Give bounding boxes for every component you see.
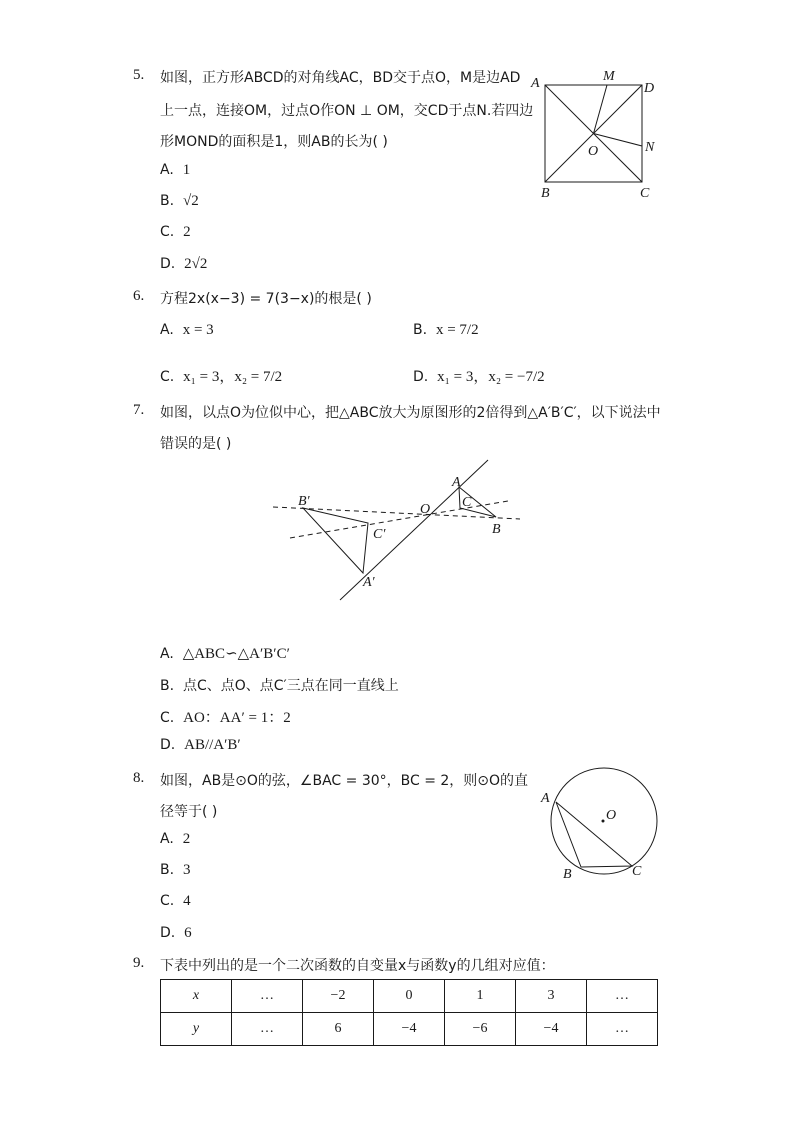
label-b-prime: B′	[298, 494, 310, 509]
table-cell: …	[587, 1013, 658, 1046]
center-point-o	[602, 820, 605, 823]
table-cell: −6	[445, 1013, 516, 1046]
label-c: C	[462, 495, 472, 510]
label-a: A	[452, 475, 461, 490]
triangle-abc	[556, 802, 632, 867]
q8-circle-figure	[535, 760, 670, 885]
label-d: D	[644, 81, 655, 96]
label-a: A	[531, 76, 540, 91]
table-row-y	[161, 1013, 658, 1046]
table-cell: x	[161, 980, 232, 1013]
q8-option-d[interactable]: D. 6	[160, 925, 192, 941]
q6-option-b[interactable]: B. x = 7/2	[413, 322, 479, 338]
label-b: B	[563, 867, 572, 882]
table-cell: −4	[516, 1013, 587, 1046]
q7-option-d[interactable]: D. AB//A′B′	[160, 737, 241, 753]
label-o: O	[420, 502, 431, 517]
q5-stem-line2: 上一点，连接OM，过点O作ON ⊥ OM，交CD于点N.若四边	[160, 103, 534, 119]
label-a: A	[541, 791, 550, 806]
table-cell: 6	[303, 1013, 374, 1046]
segment-on	[594, 134, 643, 147]
table-cell: −2	[303, 980, 374, 1013]
q8-option-c[interactable]: C. 4	[160, 893, 191, 909]
label-c: C	[632, 864, 642, 879]
q7-stem-line2: 错误的是( )	[160, 436, 232, 452]
q5-square-figure	[525, 65, 665, 205]
q9-stem: 下表中列出的是一个二次函数的自变量x与函数y的几组对应值：	[160, 958, 555, 974]
q7-number: 7.	[133, 402, 145, 418]
q7-option-a[interactable]: A. △ABC∽△A′B′C′	[160, 646, 290, 662]
table-cell: 3	[516, 980, 587, 1013]
q7-option-c[interactable]: C. AO：AA′ = 1：2	[160, 710, 291, 726]
q7-option-b[interactable]: B. 点C、点O、点C′三点在同一直线上	[160, 678, 399, 694]
triangle-a1b1c1	[303, 508, 368, 573]
q8-option-b[interactable]: B. 3	[160, 862, 191, 878]
q5-option-d[interactable]: D. 2√2	[160, 256, 208, 272]
dashed-line-bb1	[273, 507, 520, 519]
q8-option-a[interactable]: A. 2	[160, 831, 191, 847]
table-cell: …	[232, 1013, 303, 1046]
q7-homothety-figure	[268, 455, 528, 605]
q5-stem-line3: 形MOND的面积是1，则AB的长为( )	[160, 134, 388, 150]
q6-option-a[interactable]: A. x = 3	[160, 322, 214, 338]
label-n: N	[645, 140, 655, 155]
q6-option-d[interactable]: D. x₁ = 3，x₂ = −7/2	[413, 369, 545, 385]
label-b: B	[492, 522, 501, 537]
table-cell: 0	[374, 980, 445, 1013]
table-row-x	[161, 980, 658, 1013]
label-o: O	[606, 808, 617, 823]
q8-stem-line2: 径等于( )	[160, 804, 218, 820]
table-cell: 1	[445, 980, 516, 1013]
label-o: O	[588, 144, 599, 159]
table-cell: −4	[374, 1013, 445, 1046]
q5-option-b[interactable]: B. √2	[160, 193, 199, 209]
q6-number: 6.	[133, 288, 145, 304]
label-c-prime: C′	[373, 527, 386, 542]
q8-number: 8.	[133, 770, 145, 786]
q9-number: 9.	[133, 955, 145, 971]
q7-stem-line1: 如图，以点O为位似中心，把△ABC放大为原图形的2倍得到△A′B′C′，以下说法中	[160, 405, 661, 421]
dashed-line-cc1	[290, 501, 508, 538]
label-m: M	[603, 69, 615, 84]
table-cell: y	[161, 1013, 232, 1046]
q8-stem-line1: 如图，AB是⊙O的弦，∠BAC = 30°，BC = 2，则⊙O的直	[160, 773, 529, 789]
label-a-prime: A′	[363, 575, 375, 590]
q5-option-c[interactable]: C. 2	[160, 224, 191, 240]
q5-stem-line1: 如图，正方形ABCD的对角线AC，BD交于点O，M是边AD	[160, 70, 521, 86]
q5-option-a[interactable]: A. 1	[160, 162, 191, 178]
q9-value-table	[160, 979, 658, 1046]
label-b: B	[541, 186, 550, 201]
q6-stem: 方程2x(x−3) = 7(3−x)的根是( )	[160, 291, 372, 307]
label-c: C	[640, 186, 650, 201]
q5-number: 5.	[133, 67, 145, 83]
table-cell: …	[587, 980, 658, 1013]
q6-option-c[interactable]: C. x₁ = 3，x₂ = 7/2	[160, 369, 283, 385]
table-cell: …	[232, 980, 303, 1013]
